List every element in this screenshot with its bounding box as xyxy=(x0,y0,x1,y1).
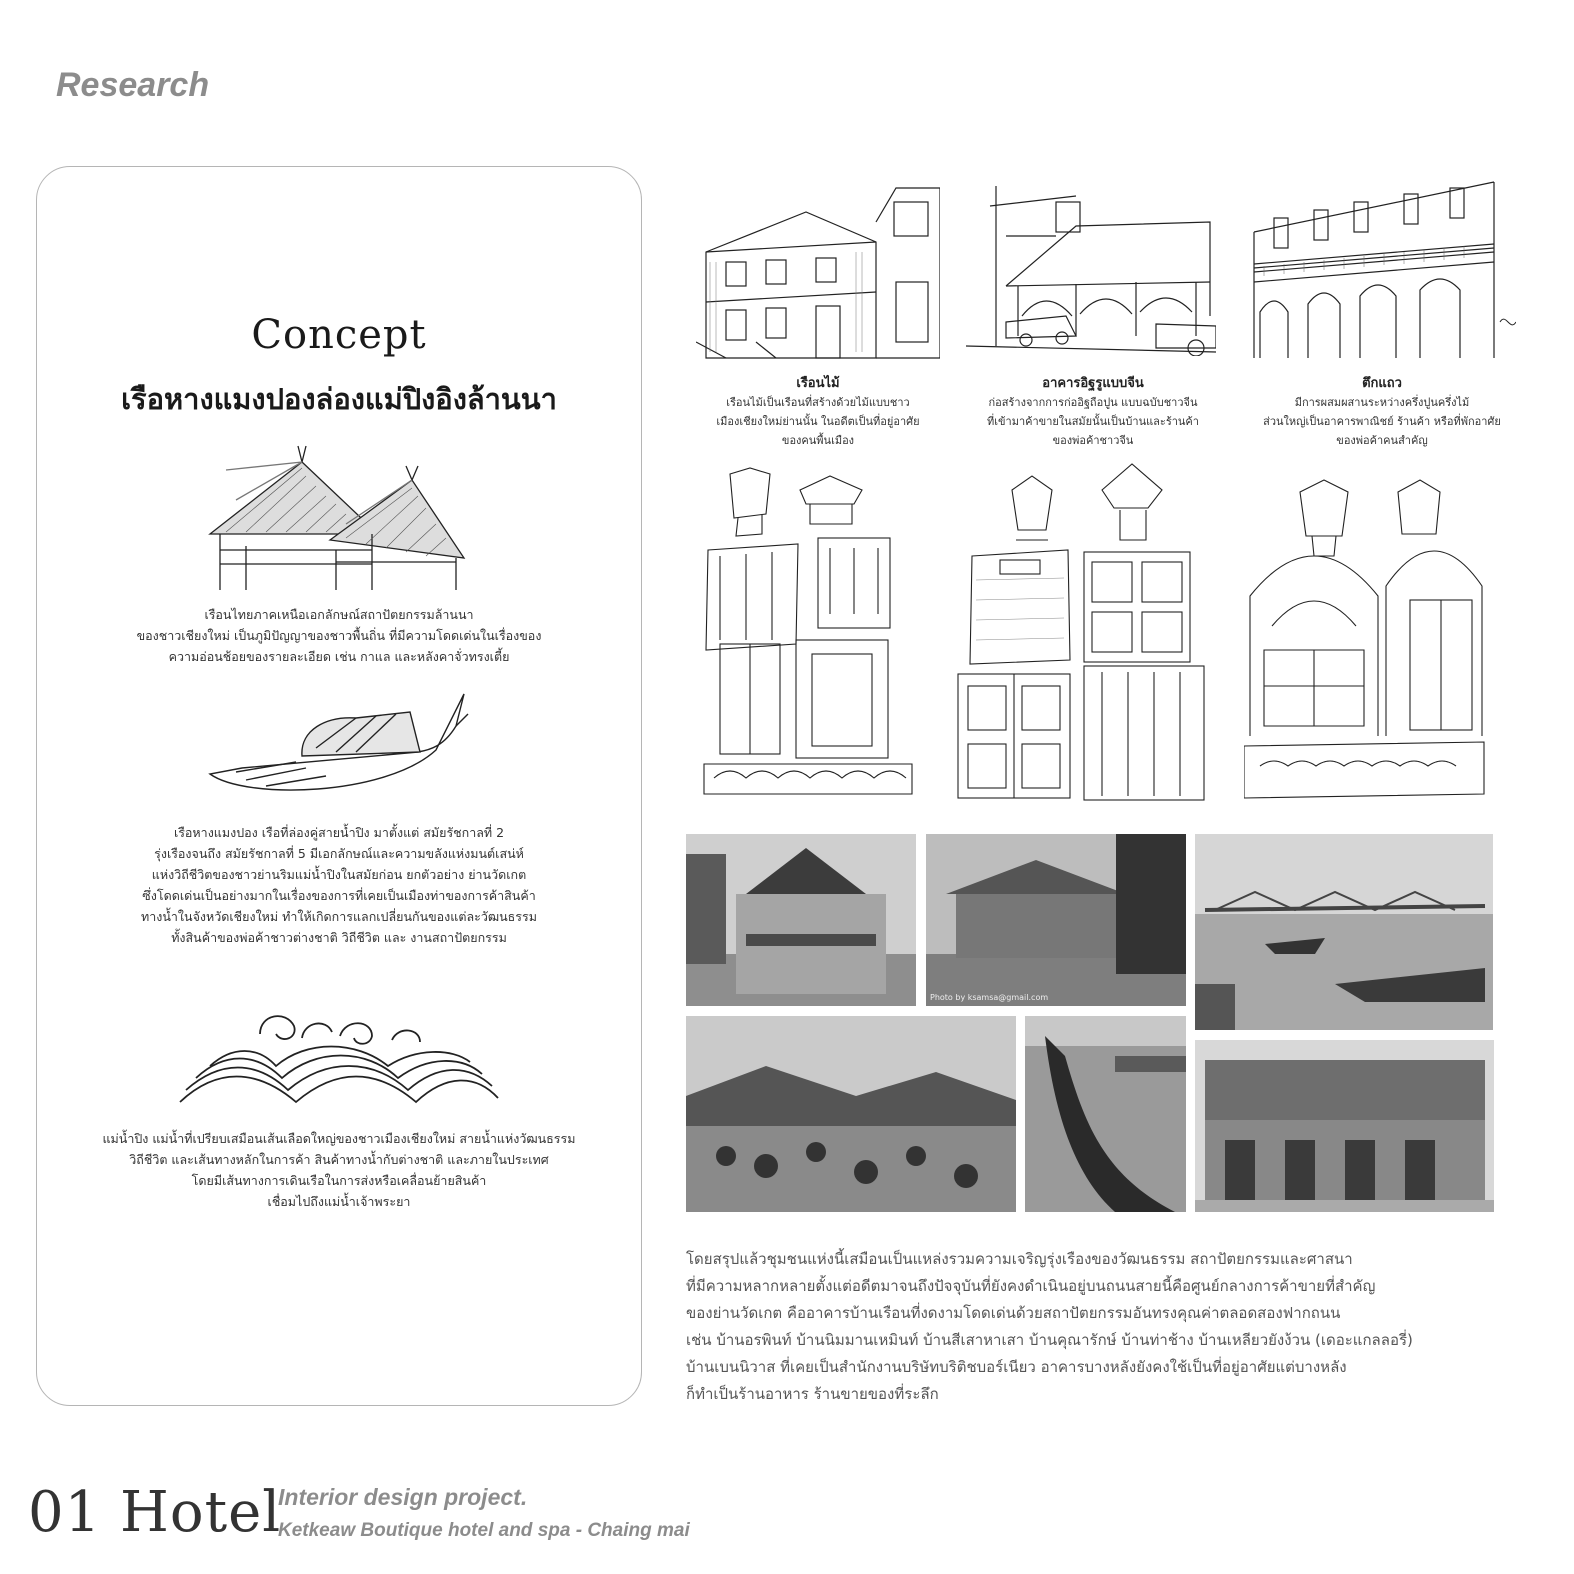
text-line: ทั้งสินค้าของพ่อค้าชาวต่างชาติ วิถีชีวิต และ งานสถาปัตยกรรม xyxy=(171,930,507,945)
photo-wooden-pavilion xyxy=(686,834,916,1006)
text-line: เรือนไทยภาคเหนือเอกลักษณ์สถาปัตยกรรมล้านนา xyxy=(204,607,474,622)
caption-line: ที่เข้ามาค้าขายในสมัยนั้นเป็นบ้านและร้านค้า xyxy=(987,415,1199,428)
caption-title: อาคารอิฐรูแบบจีน xyxy=(1042,376,1144,391)
caption-title: ตึกแถว xyxy=(1362,376,1402,391)
caption-line: ส่วนใหญ่เป็นอาคารพาณิชย์ ร้านค้า หรือที่พักอาศัย xyxy=(1263,415,1501,428)
photo-scorpion-boat-tail xyxy=(1025,1016,1186,1212)
text-line: แม่น้ำปิง แม่น้ำที่เปรียบเสมือนเส้นเลือดใหญ่ของชาวเมืองเชียงใหม่ สายน้ำแห่งวัฒนธรรม xyxy=(102,1131,576,1146)
summary-line: บ้านเบนนิวาส ที่เคยเป็นสำนักงานบริษัทบริติชบอร์เนียว อาคารบางหลังยังคงใช้เป็นที่อยู่อาศัยแต่บางหลัง xyxy=(686,1358,1347,1376)
caption-line: มีการผสมผสานระหว่างครึ่งปูนครึ่งไม้ xyxy=(1294,396,1470,409)
photo-watermark: Photo by ksamsa@gmail.com xyxy=(930,993,1049,1002)
concept-subtitle: เรือหางแมงปองล่องแม่ปิงอิงล้านนา xyxy=(121,382,557,416)
photo-river-boats xyxy=(1195,834,1493,1030)
lanna-house-sketch xyxy=(206,440,468,592)
caption-line: ของพ่อค้าคนสำคัญ xyxy=(1336,434,1428,447)
concept-paragraph-boat xyxy=(99,822,579,948)
summary-line: โดยสรุปแล้วชุมชนแห่งนี้เสมือนเป็นแหล่งรวมความเจริญรุ่งเรืองของวัฒนธรรม สถาปัตยกรรมและศาสนา xyxy=(686,1250,1353,1268)
hotel-logo: 01 Hotel xyxy=(28,1480,282,1545)
caption-line: ของพ่อค้าชาวจีน xyxy=(1052,434,1134,447)
shophouse-details-sketch xyxy=(1244,476,1520,802)
photo-market xyxy=(686,1016,1016,1212)
wooden-details-sketch xyxy=(700,464,916,800)
caption-line: ก่อสร้างจากการก่ออิฐถือปูน แบบฉบับชาวจีน xyxy=(988,396,1198,409)
text-line: เชื่อมไปถึงแม่น้ำเจ้าพระยา xyxy=(267,1194,411,1209)
footer-project-subtitle: Ketkeaw Boutique hotel and spa - Chaing mai xyxy=(278,1520,690,1541)
text-line: เรือหางแมงปอง เรือที่ล่องคู่สายน้ำปิง มาตั้งแต่ สมัยรัชกาลที่ 2 xyxy=(173,825,505,840)
text-line: ซึ่งโดดเด่นเป็นอย่างมากในเรื่องของการที่เคยเป็นเมืองท่าของการค้าสินค้า xyxy=(142,888,536,903)
concept-paragraph-lanna xyxy=(99,604,579,667)
text-line: ความอ่อนช้อยของรายละเอียด เช่น กาแล และหลังคาจั่วทรงเตี้ย xyxy=(168,649,510,664)
concept-heading: Concept xyxy=(251,312,427,358)
caption-line: เรือนไม้เป็นเรือนที่สร้างด้วยไม้แบบชาว xyxy=(726,396,910,409)
text-line: โดยมีเส้นทางการเดินเรือในการส่งหรือเคลื่อนย้ายสินค้า xyxy=(191,1173,487,1188)
text-line: ทางน้ำในจังหวัดเชียงใหม่ ทำให้เกิดการแลกเปลี่ยนกันของแต่ละวัฒนธรรม xyxy=(141,909,537,924)
caption-wooden-house xyxy=(690,372,946,450)
text-line: รุ่งเรืองจนถึง สมัยรัชกาลที่ 5 มีเอกลักษณ์และความขลังแห่งมนต์เสน่ห์ xyxy=(154,846,524,861)
scorpion-tail-boat-sketch xyxy=(206,690,470,806)
page-title: Research xyxy=(56,66,210,104)
text-line: ของชาวเชียงใหม่ เป็นภูมิปัญญาของชาวพื้นถิ่น ที่มีความโดดเด่นในเรื่องของ xyxy=(136,628,542,643)
summary-line: เช่น บ้านอรพินท์ บ้านนิมมานเหมินท์ บ้านสีเสาหาเสา บ้านคุณารักษ์ บ้านท่าช้าง บ้านเหลียวยังง้วน (เดอะแกลลอรี่) xyxy=(686,1331,1413,1349)
caption-title: เรือนไม้ xyxy=(796,376,840,391)
summary-line: ที่มีความหลากหลายตั้งแต่อดีตมาจนถึงปัจจุบันที่ยังคงดำเนินอยู่บนถนนสายนี้คือศูนย์กลางการค้าขายที่สำคัญ xyxy=(686,1277,1376,1295)
shophouse-sketch xyxy=(1244,172,1516,358)
caption-chinese-building xyxy=(958,372,1228,450)
text-line: แห่งวิถีชีวิตของชาวย่านริมแม่น้ำปิงในสมัยก่อน ยกตัวอย่าง ย่านวัดเกต xyxy=(151,867,527,882)
caption-shophouse xyxy=(1240,372,1524,450)
summary-paragraph xyxy=(686,1246,1486,1408)
caption-line: ของคนพื้นเมือง xyxy=(781,434,855,447)
summary-line: ของย่านวัดเกต คืออาคารบ้านเรือนที่งดงามโดดเด่นด้วยสถาปัตยกรรมอันทรงคุณค่าตลอดสองฟากถนน xyxy=(686,1304,1341,1322)
concept-paragraph-river xyxy=(99,1128,579,1212)
chinese-details-sketch xyxy=(952,460,1208,802)
photo-brick-house xyxy=(926,834,1186,1006)
footer-project-title: Interior design project. xyxy=(278,1484,528,1510)
wave-ornament xyxy=(176,1008,502,1104)
summary-line: ก็ทำเป็นร้านอาหาร ร้านขายของที่ระลึก xyxy=(686,1385,939,1403)
text-line: วิถีชีวิต และเส้นทางหลักในการค้า สินค้าทางน้ำกับต่างชาติ และภายในประเทศ xyxy=(129,1152,549,1167)
wooden-house-sketch xyxy=(696,182,940,362)
caption-line: เมืองเชียงใหม่ย่านนั้น ในอดีตเป็นที่อยู่อาศัย xyxy=(716,415,920,428)
photo-shophouse-arches xyxy=(1195,1040,1494,1212)
chinese-brick-building-sketch xyxy=(966,176,1216,356)
